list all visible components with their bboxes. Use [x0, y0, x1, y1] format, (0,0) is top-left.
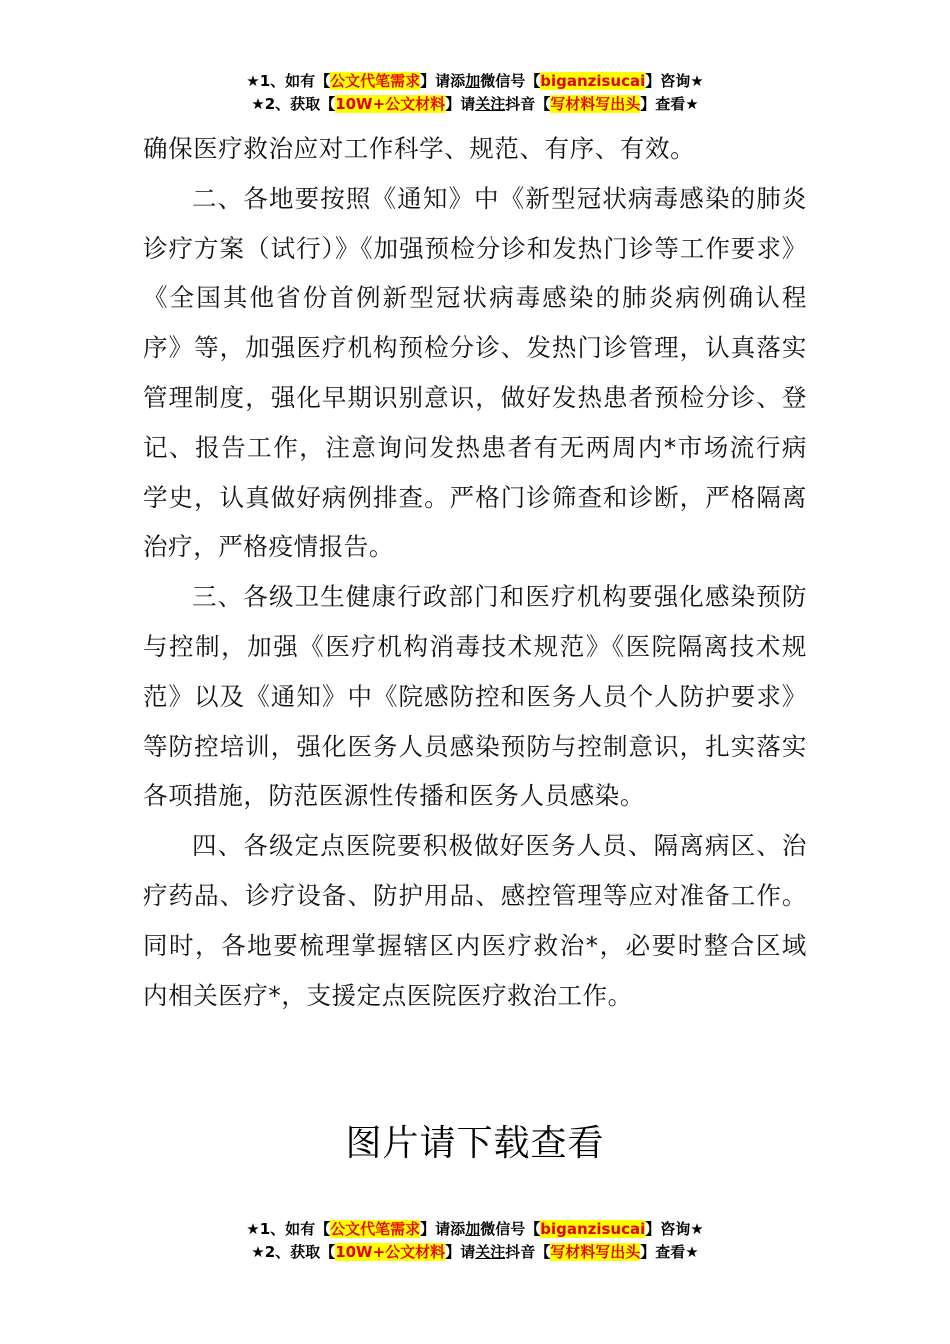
- promo-highlight: 10W+公文材料: [335, 95, 446, 113]
- image-download-note: 图片请下载查看: [345, 1123, 605, 1164]
- promo-highlight: biganzisucai: [540, 72, 646, 90]
- promo-line-2: ★2、获取【10W+公文材料】请关注抖音【写材料写出头】查看★: [251, 1243, 699, 1261]
- promo-banner-top: [0, 70, 950, 116]
- paragraph-item-2: 二、各地要按照《通知》中《新型冠状病毒感染的肺炎诊疗方案（试行）》《加强预检分诊和发热门诊等工作要求》《全国其他省份首例新型冠状病毒感染的肺炎病例确认程序》等，加强医疗机构预检分诊、发热门诊管理，认真落实管理制度，强化早期识别意识，做好发热患者预检分诊、登记、报告工作，注意询问发热患者有无两周内*市场流行病学史，认真做好病例排查。严格门诊筛查和诊断，严格隔离治疗，严格疫情报告。: [143, 183, 807, 562]
- promo-banner-bottom: [0, 1218, 950, 1264]
- promo-highlight: 公文代笔需求: [330, 1220, 421, 1238]
- document-body: [143, 124, 807, 1020]
- promo-highlight: 写材料写出头: [550, 95, 641, 113]
- promo-highlight: 10W+公文材料: [335, 1243, 446, 1261]
- promo-highlight: biganzisucai: [540, 1220, 646, 1238]
- paragraph-item-3: 三、各级卫生健康行政部门和医疗机构要强化感染预防与控制，加强《医疗机构消毒技术规范》《医院隔离技术规范》以及《通知》中《院感防控和医务人员个人防护要求》等防控培训，强化医务人员感染预防与控制意识，扎实落实各项措施，防范医源性传播和医务人员感染。: [143, 582, 807, 811]
- promo-line-1: ★1、如有【公文代笔需求】请添加微信号【biganzisucai】咨询★: [246, 72, 704, 90]
- promo-highlight: 写材料写出头: [550, 1243, 641, 1261]
- paragraph-continuation: 确保医疗救治应对工作科学、规范、有序、有效。: [143, 134, 696, 163]
- paragraph-item-4: 四、各级定点医院要积极做好医务人员、隔离病区、治疗药品、诊疗设备、防护用品、感控管理等应对准备工作。同时，各地要梳理掌握辖区内医疗救治*，必要时整合区域内相关医疗*，支援定点医院医疗救治工作。: [143, 831, 807, 1010]
- promo-line-2: ★2、获取【10W+公文材料】请关注抖音【写材料写出头】查看★: [251, 95, 699, 113]
- promo-highlight: 公文代笔需求: [330, 72, 421, 90]
- promo-line-1: ★1、如有【公文代笔需求】请添加微信号【biganzisucai】咨询★: [246, 1220, 704, 1238]
